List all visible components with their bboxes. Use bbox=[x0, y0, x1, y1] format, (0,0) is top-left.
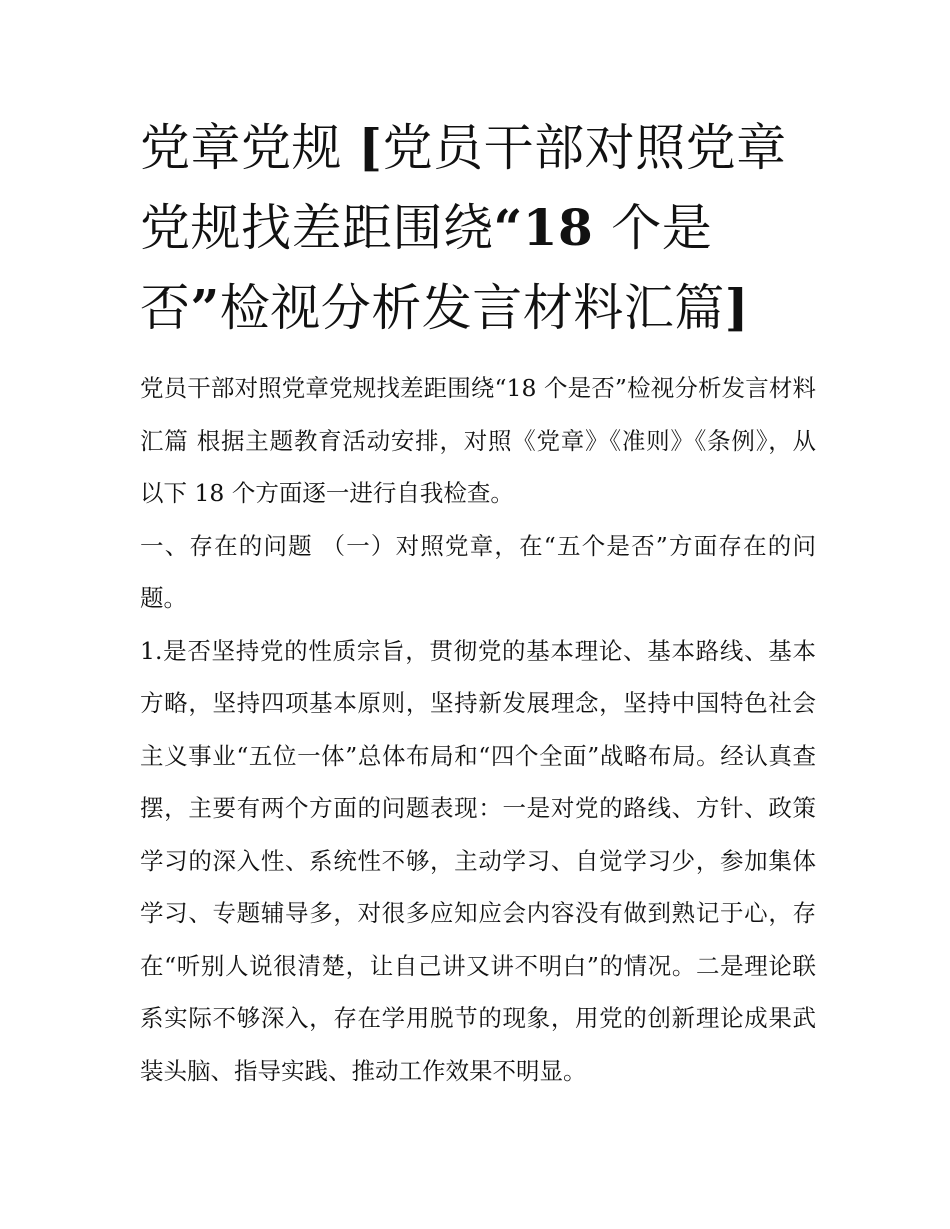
title-segment: [ bbox=[358, 118, 383, 177]
document-page bbox=[140, 108, 816, 1097]
title-segment: 党章党规 bbox=[140, 119, 359, 177]
title-segment: 党员干部对照党章党规找差距围绕 bbox=[140, 119, 787, 257]
title-segment: 个是否 bbox=[140, 199, 713, 337]
item-1-paragraph: 1.是否坚持党的性质宗旨，贯彻党的基本理论、基本路线、基本方略，坚持四项基本原则，坚持新发展理念，坚持中国特色社会主义事业“五位一体”总体布局和“四个全面”战略布局。经认真查摆，主要有两个方面的问题表现：一是对党的路线、方针、政策学习的深入性、系统性不够，主动学习、自觉学习少，参加集体学习、专题辅导多，对很多应知应会内容没有做到熟记于心，存在“听别人说很清楚，让自己讲又讲不明白”的情况。二是理论联系实际不够深入，存在学用脱节的现象，用党的创新理论成果武装头脑、指导实践、推动工作效果不明显。 bbox=[140, 636, 816, 1085]
title-segment: “18 bbox=[493, 198, 612, 257]
title-segment: ” bbox=[190, 278, 220, 337]
document-title bbox=[140, 108, 816, 348]
intro-paragraph: 党员干部对照党章党规找差距围绕“18 个是否”检视分析发言材料汇篇 根据主题教育活动安排，对照《党章》《准则》《条例》，从以下 18 个方面逐一进行自我检查。 bbox=[140, 374, 816, 507]
title-segment: 检视分析发言材料汇篇 bbox=[219, 279, 725, 337]
title-segment: ] bbox=[724, 278, 749, 337]
section-heading-paragraph: 一、存在的问题 （一）对照党章，在“五个是否”方面存在的问题。 bbox=[140, 531, 816, 612]
